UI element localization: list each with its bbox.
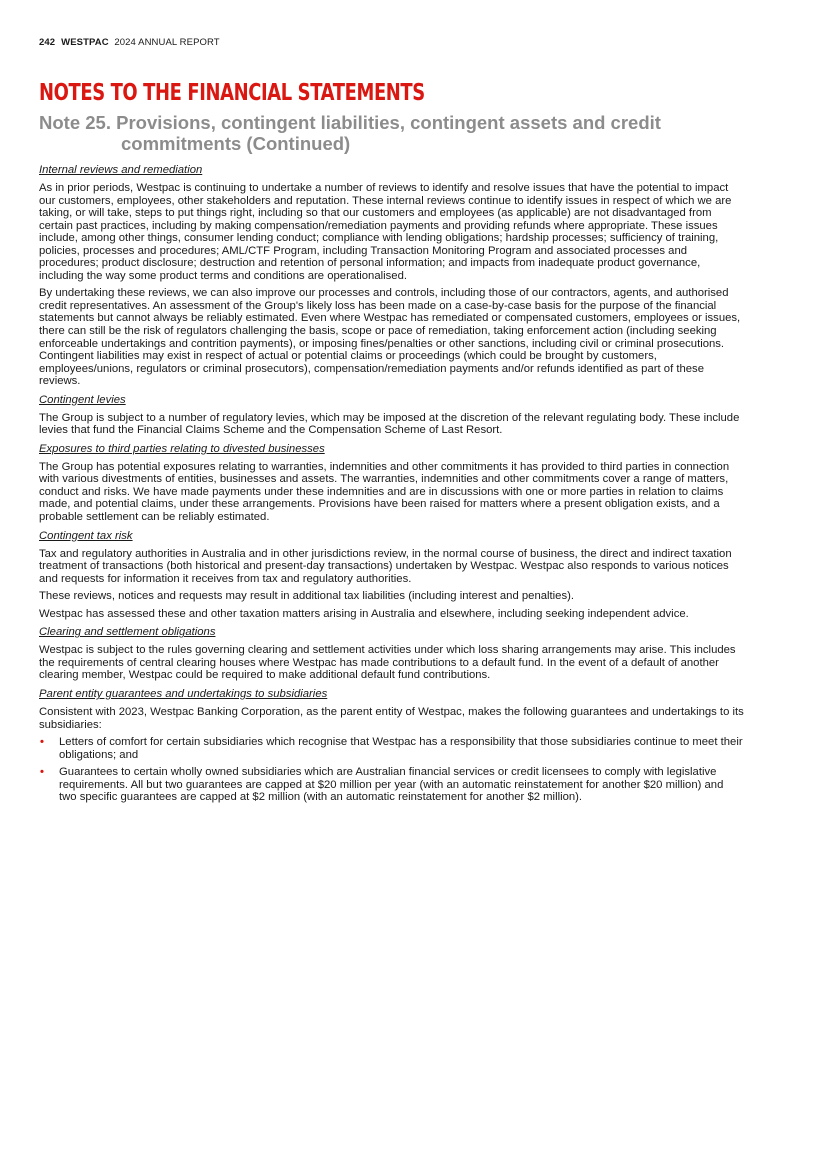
running-header	[39, 36, 744, 50]
guarantee-list	[39, 736, 744, 804]
paragraph: The Group is subject to a number of regulatory levies, which may be imposed at the discretion of the relevant regulating body. These include levies that fund the Financial Claims Scheme and the Compensation Scheme of Last Resort.	[39, 411, 740, 437]
paragraph: As in prior periods, Westpac is continuing to undertake a number of reviews to identify and resolve issues that have the potential to impact our customers, employees, other stakeholders and reputation. These internal reviews continue to identify issues in respect of which we are taking, or will take, steps to put things right, including so that our customers and employees (as applicable) are not disadvantaged from certain past practices, including by making compensation/remediation payments and providing refunds where appropriate. These issues include, among other things, consumer lending conduct; compliance with lending obligations; hardship processes; sufficiency of training, policies, processes and procedures; AML/CTF Program, including Transaction Monitoring Program and associated processes and procedures; product disclosure; destruction and retention of personal information; and impacts from inadequate product governance, including the way some product terms and conditions are operationalised.	[39, 182, 732, 282]
paragraph: These reviews, notices and requests may result in additional tax liabilities (including interest and penalties).	[39, 590, 574, 603]
paragraph: Westpac is subject to the rules governing clearing and settlement activities under which loss sharing arrangements may arise. This includes the requirements of central clearing houses where Westpac has made contributions to a default fund. In the event of a default of another clearing member, Westpac could be required to make additional default fund contributions.	[39, 644, 736, 682]
list-item	[39, 766, 744, 804]
paragraph: Westpac has assessed these and other taxation matters arising in Australia and elsewhere, including seeking independent advice.	[39, 607, 689, 620]
heading-clearing-settlement: Clearing and settlement obligations	[39, 626, 216, 639]
paragraph: Consistent with 2023, Westpac Banking Corporation, as the parent entity of Westpac, makes the following guarantees and undertakings to its subsidiaries:	[39, 705, 744, 731]
bullet-icon: •	[40, 736, 44, 749]
brand-name: WESTPAC	[61, 37, 109, 48]
note-title	[39, 112, 744, 154]
heading-contingent-tax-risk: Contingent tax risk	[39, 529, 133, 542]
heading-internal-reviews: Internal reviews and remediation	[39, 164, 203, 176]
report-name: 2024 ANNUAL REPORT	[114, 37, 220, 48]
bullet-icon: •	[40, 766, 44, 779]
list-item-text: Letters of comfort for certain subsidiaries which recognise that Westpac has a responsibility that those subsidiaries continue to meet their obligations; and	[59, 736, 743, 761]
page-number: 242	[39, 37, 56, 48]
heading-contingent-levies: Contingent levies	[39, 393, 126, 406]
list-item	[39, 736, 744, 761]
note-title-line2: commitments (Continued)	[121, 133, 351, 154]
note-content	[39, 163, 744, 804]
note-title-line1: Note 25. Provisions, contingent liabilities, contingent assets and credit	[39, 112, 661, 133]
section-title: NOTES TO THE FINANCIAL STATEMENTS	[39, 80, 425, 106]
heading-parent-guarantees: Parent entity guarantees and undertakings to subsidiaries	[39, 687, 328, 700]
list-item-text: Guarantees to certain wholly owned subsidiaries which are Australian financial services or credit licensees to comply with legislative requirements. All but two guarantees are capped at $20 million per year (with an automatic reinstatement for another $20 million) and two specific guarantees are capped at $2 million (with an automatic reinstatement for another $2 million).	[59, 766, 724, 804]
paragraph: By undertaking these reviews, we can also improve our processes and controls, including those of our contractors, agents, and authorised credit representatives. An assessment of the Group's likely loss has been made on a case-by-case basis for the purpose of the financial statements but cannot always be reliably estimated. Even where Westpac has remediated or compensated customers, employees or issues, there can still be the risk of regulators challenging the basis, scope or pace of remediation, taking enforcement action (including seeking enforceable undertakings and contrition payments), or imposing fines/penalties or other sanctions, including civil or criminal prosecutions. Contingent liabilities may exist in respect of actual or potential claims or proceedings (which could be brought by customers, employees/unions, regulators or criminal prosecutors), compensation/remediation payments and/or refunds identified as part of these reviews.	[39, 287, 741, 388]
paragraph: Tax and regulatory authorities in Australia and in other jurisdictions review, in the normal course of business, the direct and indirect taxation treatment of transactions (both historical and present-day transactions) undertaken by Westpac. Westpac also responds to various notices and requests for information it receives from tax and regulatory authorities.	[39, 547, 732, 585]
paragraph: The Group has potential exposures relating to warranties, indemnities and other commitments it has provided to third parties in connection with various divestments of entities, businesses and assets. The warranties, indemnities and other commitments cover a range of matters, conduct and risks. We have made payments under these indemnities and are in discussions with one or more parties in relation to claims made, and potential claims, under these arrangements. Provisions have been raised for matters where a present obligation exists, and a probable settlement can be reliably estimated.	[39, 460, 730, 524]
document-page	[39, 36, 744, 809]
heading-divested-businesses: Exposures to third parties relating to divested businesses	[39, 442, 325, 455]
